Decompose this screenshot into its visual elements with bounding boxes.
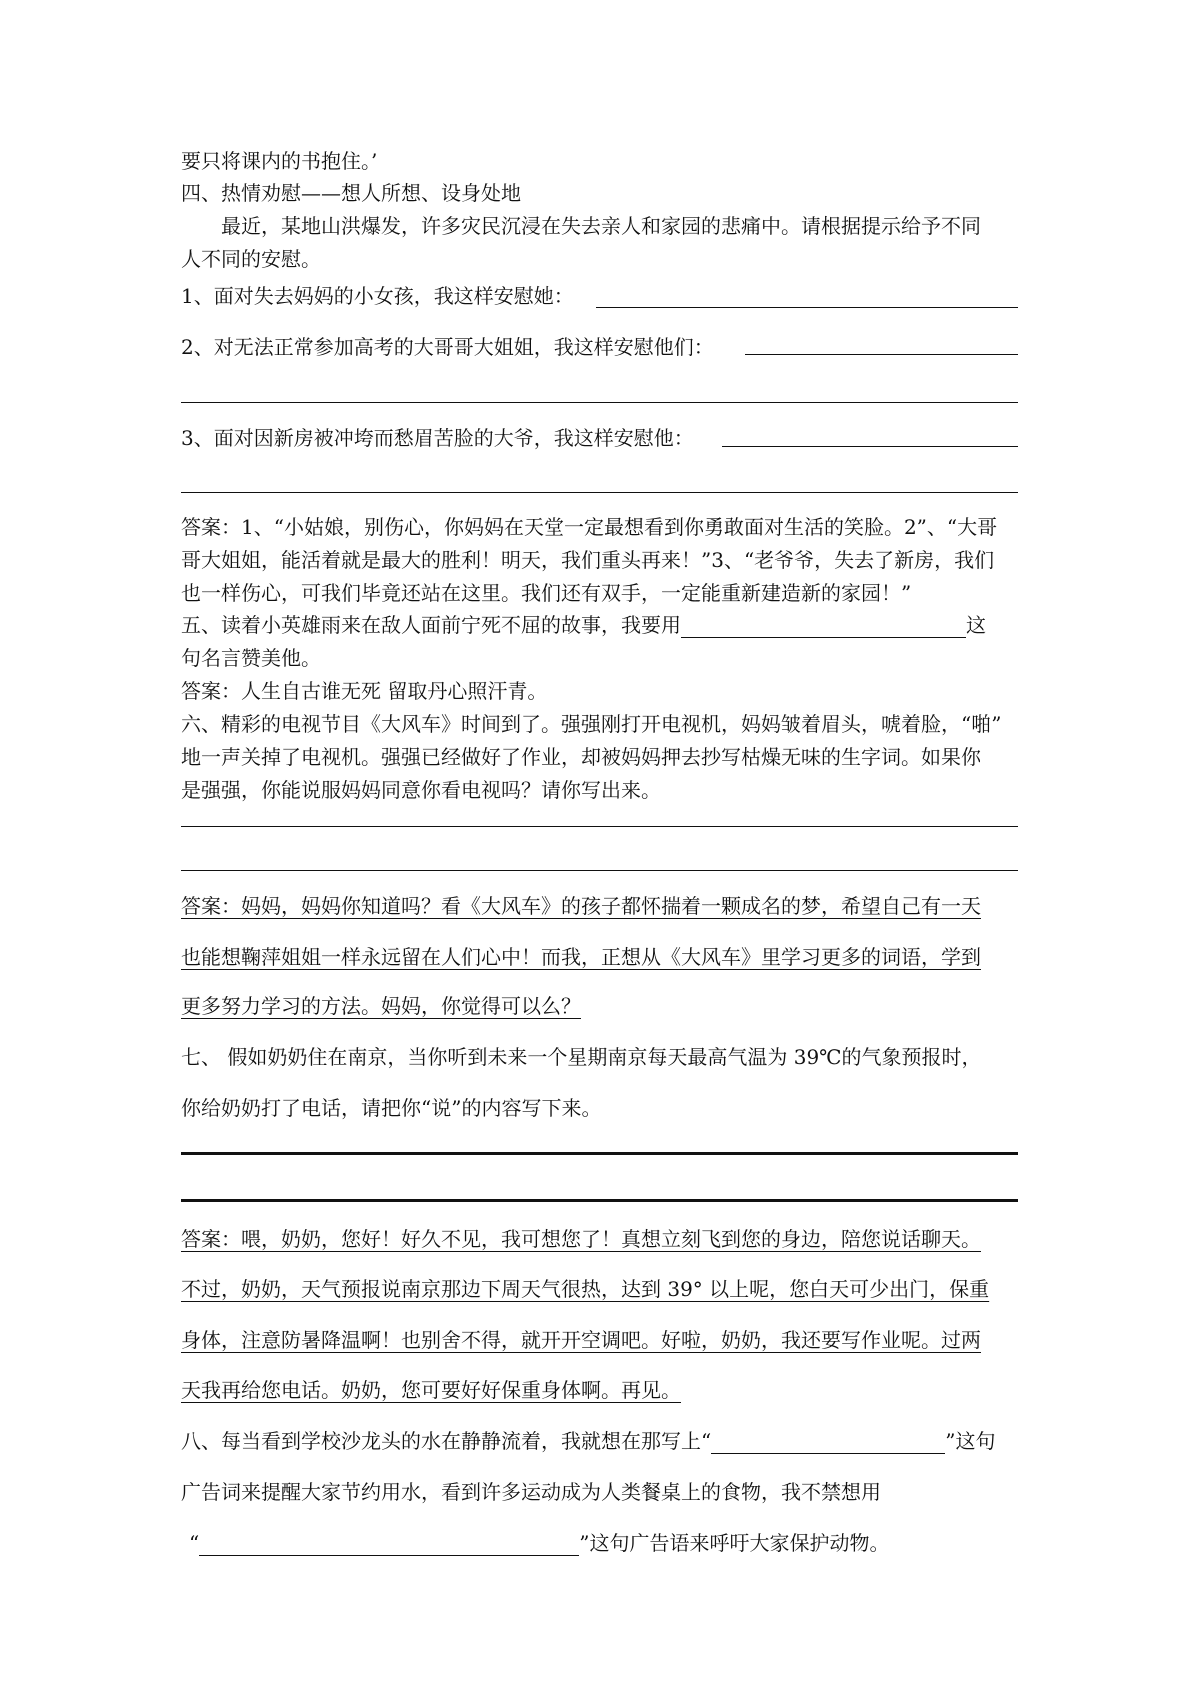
question-7-line-1: 七、 假如奶奶住在南京，当你听到未来一个星期南京每天最高气温为 39℃的气象预报时， bbox=[181, 1045, 982, 1069]
question-8-line-2: 广告词来提醒大家节约用水，看到许多运动成为人类餐桌上的食物，我不禁想用 bbox=[181, 1480, 881, 1504]
question-8-line-3 bbox=[189, 1530, 1029, 1556]
question-7-line-2: 你给奶奶打了电话，请把你“说”的内容写下来。 bbox=[181, 1096, 602, 1120]
question-8-text-end: ”这句 bbox=[945, 1429, 996, 1453]
answer-4-line-3: 也一样伤心，可我们毕竟还站在这里。我们还有双手，一定能重新建造新的家园！” bbox=[181, 581, 912, 605]
text-line: 要只将课内的书抱住。’ bbox=[181, 149, 378, 173]
question-4-1: 1、面对失去妈妈的小女孩，我这样安慰她： bbox=[181, 284, 574, 308]
answer-blank[interactable] bbox=[681, 617, 966, 638]
answer-line[interactable] bbox=[181, 870, 1018, 871]
section-4-title: 四、热情劝慰——想人所想、设身处地 bbox=[181, 181, 521, 205]
question-5-cont: 句名言赞美他。 bbox=[181, 646, 321, 670]
answer-line[interactable] bbox=[181, 402, 1018, 403]
answer-4-line-2: 哥大姐姐，能活着就是最大的胜利！明天，我们重头再来！”3、“老爷爷，失去了新房，我们 bbox=[181, 548, 995, 572]
answer-6-line-2: 也能想鞠萍姐姐一样永远留在人们心中！而我，正想从《大风车》里学习更多的词语，学到 bbox=[181, 945, 981, 969]
question-4-2: 2、对无法正常参加高考的大哥哥大姐姐，我这样安慰他们： bbox=[181, 335, 714, 359]
answer-line[interactable] bbox=[181, 1152, 1018, 1155]
answer-5: 答案：人生自古谁无死 留取丹心照汗青。 bbox=[181, 679, 548, 703]
section-4-intro-cont: 人不同的安慰。 bbox=[181, 247, 321, 271]
answer-line[interactable] bbox=[181, 826, 1018, 827]
answer-7-line-1: 答案：喂，奶奶，您好！好久不见，我可想您了！真想立刻飞到您的身边，陪您说话聊天。 bbox=[181, 1227, 981, 1251]
question-6-line-2: 地一声关掉了电视机。强强已经做好了作业，却被妈妈押去抄写枯燥无味的生字词。如果你 bbox=[181, 745, 981, 769]
answer-line[interactable] bbox=[181, 1199, 1018, 1202]
question-5 bbox=[181, 612, 1021, 638]
question-6-line-1: 六、精彩的电视节目《大风车》时间到了。强强刚打开电视机，妈妈皱着眉头，唬着脸，“啪” bbox=[181, 712, 1002, 736]
question-8-line-1 bbox=[181, 1428, 1021, 1454]
question-8-text: 八、每当看到学校沙龙头的水在静静流着，我就想在那写上“ bbox=[181, 1429, 712, 1453]
section-4-intro: 最近，某地山洪爆发，许多灾民沉浸在失去亲人和家园的悲痛中。请根据提示给予不同 bbox=[181, 214, 981, 238]
answer-7-line-3: 身体，注意防暑降温啊！也别舍不得，就开开空调吧。好啦，奶奶，我还要写作业呢。过两 bbox=[181, 1328, 981, 1352]
answer-blank[interactable] bbox=[711, 1433, 945, 1454]
answer-7-line-2: 不过，奶奶，天气预报说南京那边下周天气很热，达到 39° 以上呢，您白天可少出门，保重 bbox=[181, 1277, 990, 1301]
answer-blank[interactable] bbox=[722, 446, 1018, 447]
answer-blank[interactable] bbox=[745, 354, 1018, 355]
answer-blank[interactable] bbox=[596, 307, 1018, 308]
answer-4-line-1: 答案：1、“小姑娘，别伤心，你妈妈在天堂一定最想看到你勇敢面对生活的笑脸。2”、“大哥 bbox=[181, 515, 998, 539]
question-5-text: 五、读着小英雄雨来在敌人面前宁死不屈的故事，我要用 bbox=[181, 613, 681, 637]
question-8-text-tail: ”这句广告语来呼吁大家保护动物。 bbox=[579, 1531, 890, 1555]
answer-line[interactable] bbox=[181, 492, 1018, 493]
question-8-open-quote: “ bbox=[189, 1531, 200, 1555]
answer-6-line-3: 更多努力学习的方法。妈妈，你觉得可以么？ bbox=[181, 994, 581, 1018]
question-4-3: 3、面对因新房被冲垮而愁眉苦脸的大爷，我这样安慰他： bbox=[181, 426, 694, 450]
answer-6-line-1: 答案：妈妈，妈妈你知道吗？看《大风车》的孩子都怀揣着一颗成名的梦，希望自己有一天 bbox=[181, 894, 981, 918]
answer-7-line-4: 天我再给您电话。奶奶，您可要好好保重身体啊。再见。 bbox=[181, 1378, 681, 1402]
question-6-line-3: 是强强，你能说服妈妈同意你看电视吗？请你写出来。 bbox=[181, 778, 661, 802]
answer-blank[interactable] bbox=[199, 1535, 579, 1556]
question-5-text-end: 这 bbox=[966, 613, 986, 637]
